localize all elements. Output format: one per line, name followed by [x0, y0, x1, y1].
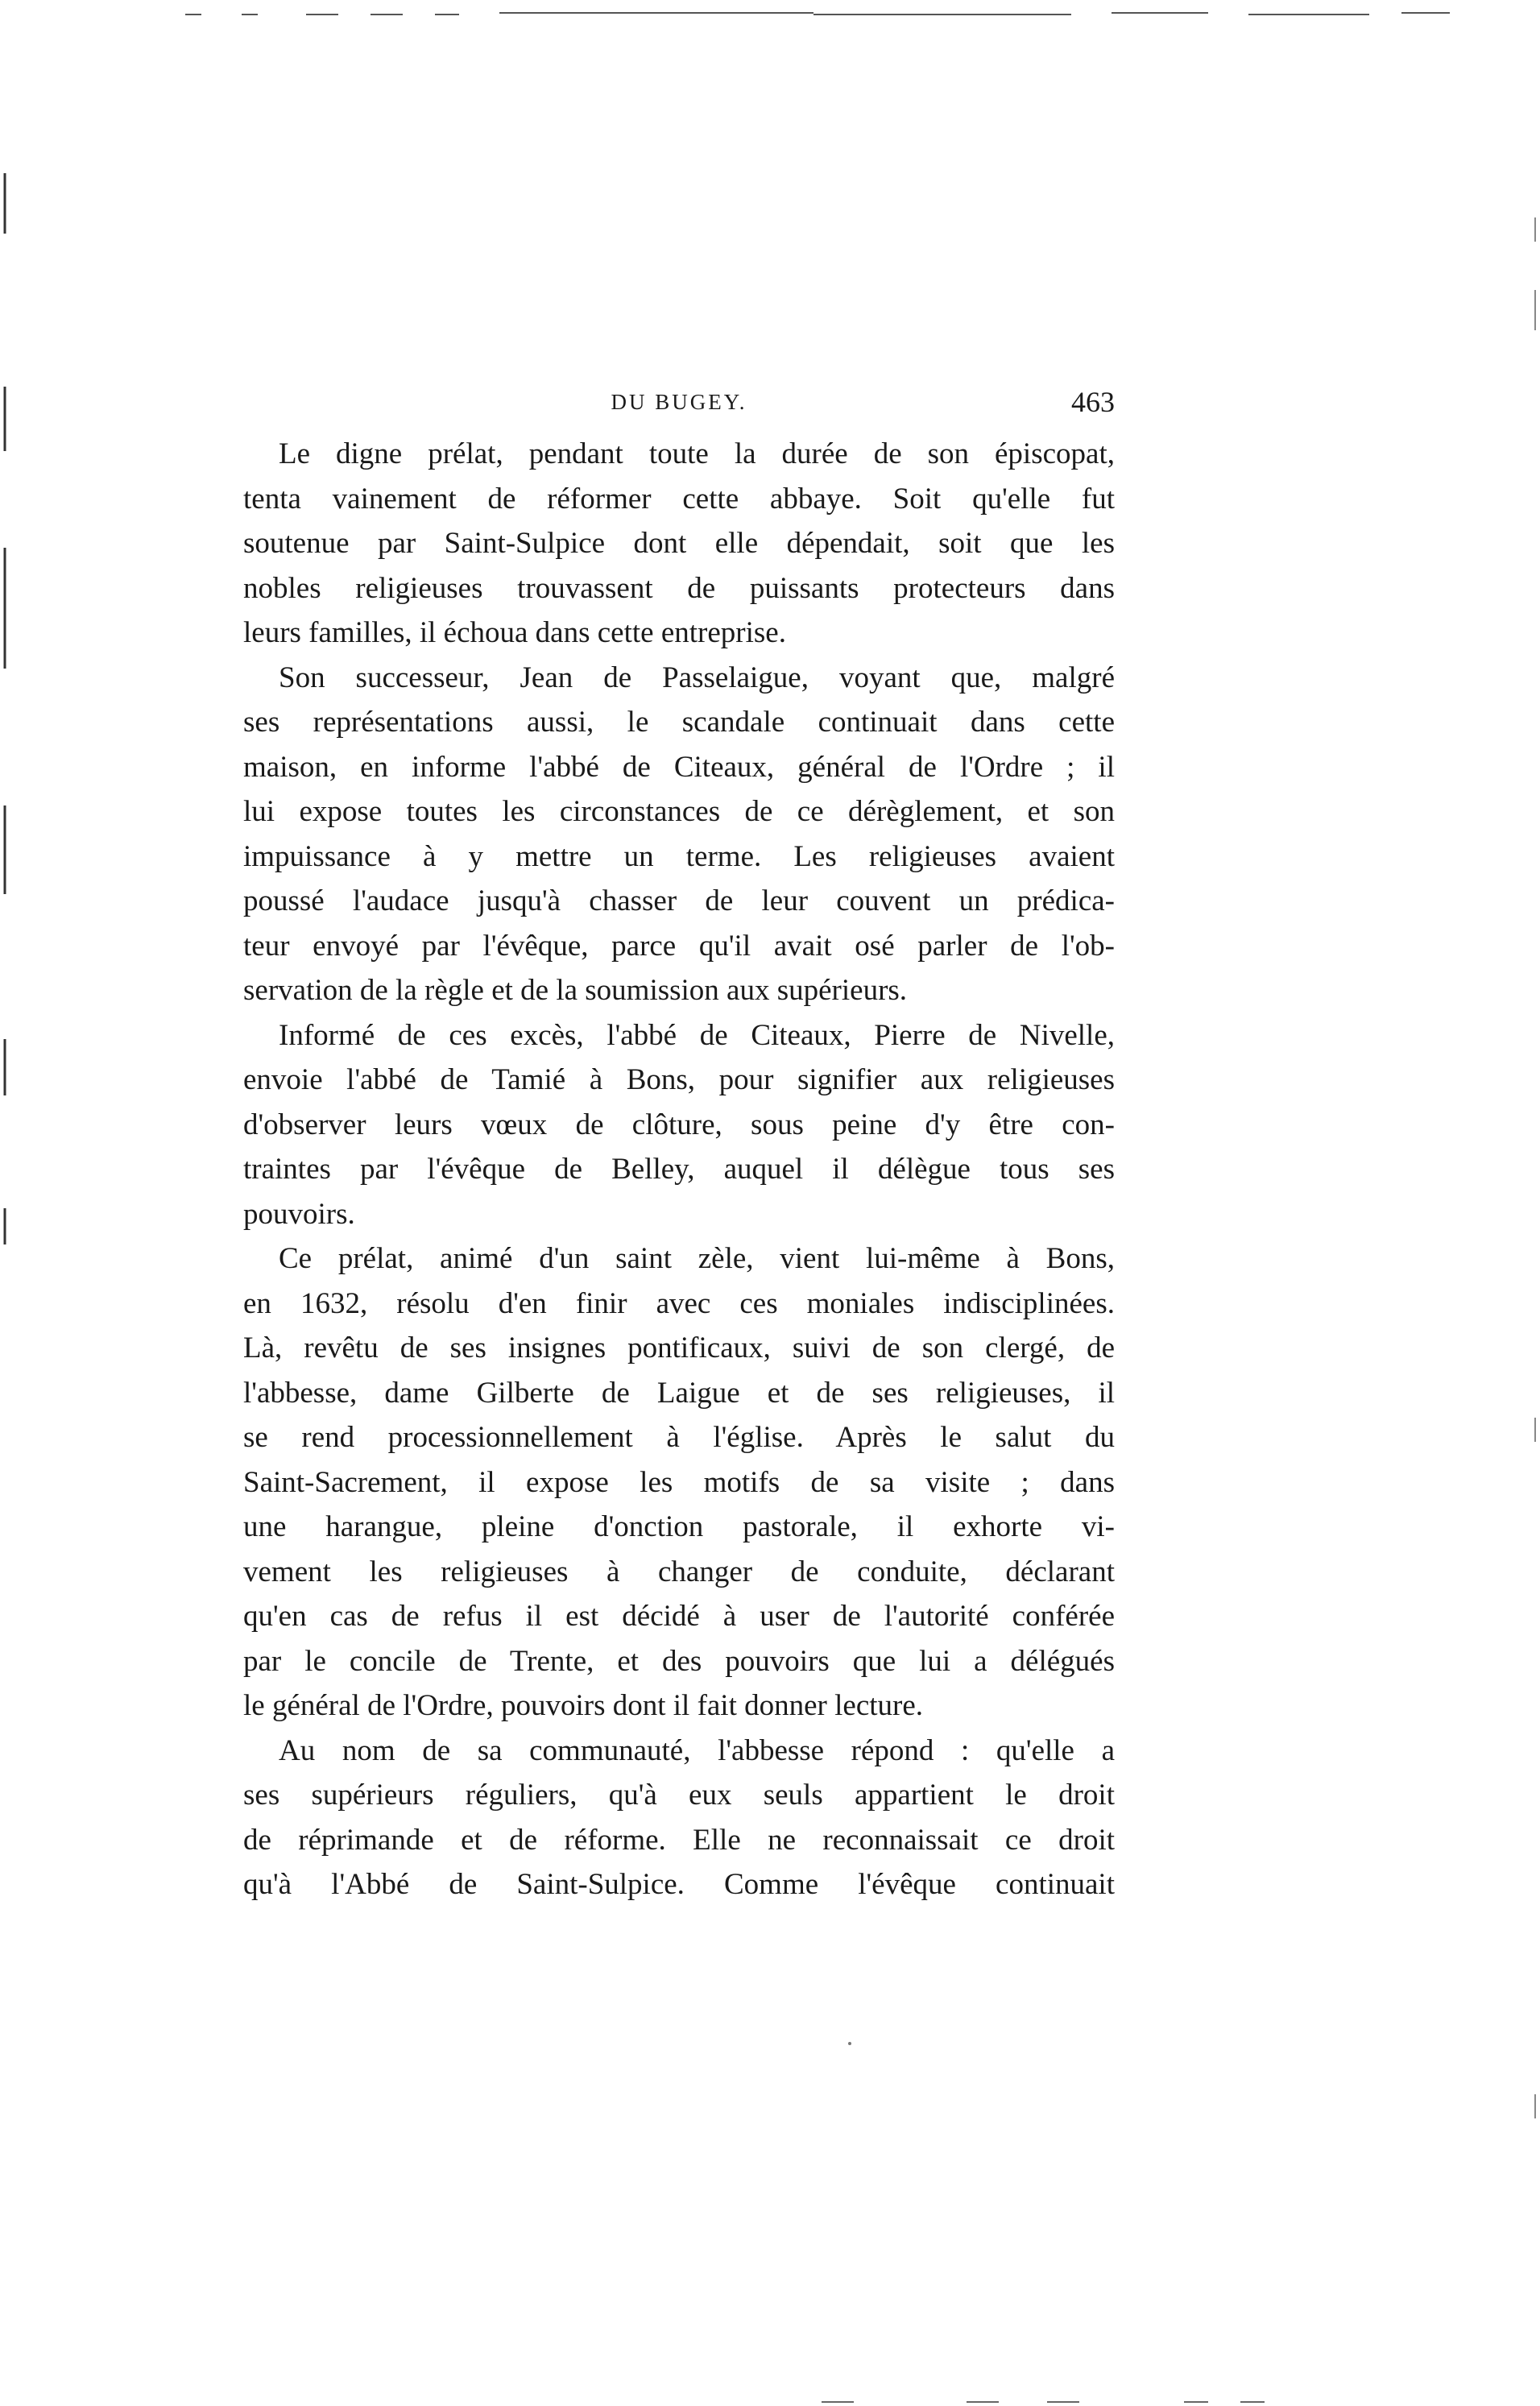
- text-line: impuissance à y mettre un terme. Les religieuses avaient: [243, 839, 1115, 873]
- text-line: qu'en cas de refus il est décidé à user de l'autorité conférée: [243, 1600, 1115, 1633]
- text-line: Saint-Sacrement, il expose les motifs de sa visite ; dans: [243, 1465, 1115, 1499]
- text-line: de réprimande et de réforme. Elle ne reconnaissait ce droit: [243, 1823, 1115, 1857]
- text-line: Le digne prélat, pendant toute la durée de son épiscopat,: [279, 437, 1115, 470]
- text-line: lui expose toutes les circonstances de ce dérèglement, et son: [243, 795, 1115, 828]
- text-line: en 1632, résolu d'en finir avec ces moniales indisciplinées.: [243, 1286, 1115, 1320]
- text-line: une harangue, pleine d'onction pastorale, il exhorte vi-: [243, 1510, 1115, 1543]
- text-line: poussé l'audace jusqu'à chasser de leur couvent un prédica-: [243, 884, 1115, 917]
- text-line: soutenue par Saint-Sulpice dont elle dépendait, soit que les: [243, 527, 1115, 560]
- text-line: Là, revêtu de ses insignes pontificaux, suivi de son clergé, de: [243, 1331, 1115, 1365]
- text-line: Ce prélat, animé d'un saint zèle, vient lui-même à Bons,: [279, 1242, 1115, 1275]
- text-line: teur envoyé par l'évêque, parce qu'il avait osé parler de l'ob-: [243, 929, 1115, 963]
- text-line: traintes par l'évêque de Belley, auquel il délègue tous ses: [243, 1153, 1115, 1186]
- body-text: [243, 432, 1115, 1907]
- text-line: nobles religieuses trouvassent de puissants protecteurs dans: [243, 571, 1115, 605]
- text-line: envoie l'abbé de Tamié à Bons, pour signifier aux religieuses: [243, 1063, 1115, 1096]
- text-line: qu'à l'Abbé de Saint-Sulpice. Comme l'évêque continuait: [243, 1868, 1115, 1901]
- speck: [848, 2042, 851, 2045]
- running-title: DU BUGEY.: [611, 390, 747, 414]
- text-line: ses représentations aussi, le scandale continuait dans cette: [243, 706, 1115, 739]
- top-edge-scan-lines: [185, 13, 1450, 14]
- text-line: par le concile de Trente, et des pouvoirs que lui a délégués: [243, 1644, 1115, 1678]
- text-line: se rend processionnellement à l'église. Après le salut du: [243, 1421, 1115, 1454]
- text-line: vement les religieuses à changer de conduite, déclarant: [243, 1555, 1115, 1588]
- book-page: [243, 385, 1115, 1907]
- text-line: servation de la règle et de la soumission aux supérieurs.: [243, 974, 908, 1007]
- text-line: ses supérieurs réguliers, qu'à eux seuls appartient le droit: [243, 1779, 1115, 1812]
- text-line: Informé de ces excès, l'abbé de Citeaux, Pierre de Nivelle,: [279, 1018, 1115, 1052]
- text-line: pouvoirs.: [243, 1197, 355, 1231]
- text-line: Au nom de sa communauté, l'abbesse répond : qu'elle a: [279, 1733, 1115, 1767]
- text-line: Son successeur, Jean de Passelaigue, voyant que, malgré: [279, 661, 1115, 694]
- text-line: l'abbesse, dame Gilberte de Laigue et de ses religieuses, il: [243, 1376, 1115, 1410]
- text-line: d'observer leurs vœux de clôture, sous peine d'y être con-: [243, 1108, 1115, 1141]
- text-line: tenta vainement de réformer cette abbaye. Soit qu'elle fut: [243, 482, 1115, 516]
- text-line: maison, en informe l'abbé de Citeaux, général de l'Ordre ; il: [243, 750, 1115, 784]
- text-line: leurs familles, il échoua dans cette entreprise.: [243, 616, 786, 649]
- page-number: 463: [1071, 386, 1115, 418]
- text-line: le général de l'Ordre, pouvoirs dont il fait donner lecture.: [243, 1689, 924, 1722]
- running-header: [243, 385, 1115, 425]
